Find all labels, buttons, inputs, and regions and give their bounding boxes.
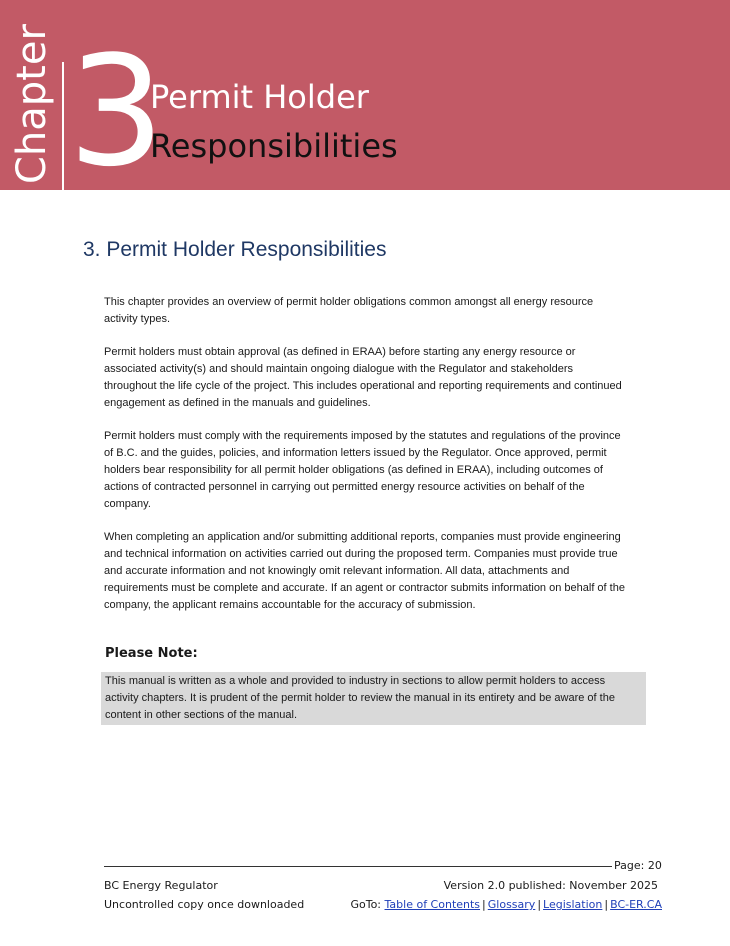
link-separator: | (537, 898, 542, 911)
link-table-of-contents[interactable]: Table of Contents (384, 898, 481, 911)
link-legislation[interactable]: Legislation (543, 898, 603, 911)
link-separator: | (604, 898, 609, 911)
chapter-label: Chapter (9, 24, 55, 184)
body-text (104, 294, 626, 630)
chapter-divider (62, 62, 64, 190)
footer-goto-links (350, 898, 662, 911)
paragraph-3: Permit holders must comply with the requirements imposed by the statutes and regulations of the province of B.C. and the guides, policies, and information letters issued by the Regulator. Once approved, permit holders bear responsibility for all permit holder obligations (as defined in ERAA), including outcomes of actions of contracted personnel in carrying out permitted energy resource activities on behalf of the company. (104, 430, 621, 510)
footer-divider (104, 866, 612, 867)
chapter-title-line1: Permit Holder (150, 78, 369, 116)
chapter-banner (0, 0, 730, 200)
link-glossary[interactable]: Glossary (487, 898, 536, 911)
paragraph-4: When completing an application and/or submitting additional reports, companies must provide engineering and technical information on activities carried out during the proposed term. Companies must provide true and accurate information and not knowingly omit relevant information. All data, attachments and requirements must be complete and accurate. If an agent or contractor submits information on behalf of the company, the applicant remains accountable for the accuracy of submission. (104, 531, 625, 611)
note-heading: Please Note: (105, 646, 198, 661)
note-box: This manual is written as a whole and provided to industry in sections to allow permit holders to access activity chapters. It is prudent of the permit holder to review the manual in its entirety and be aware of the content in other sections of the manual. (101, 672, 646, 725)
goto-label: GoTo: (350, 898, 382, 911)
footer-org: BC Energy Regulator (104, 879, 218, 892)
footer-version: Version 2.0 published: November 2025 (443, 879, 658, 892)
chapter-title-line2: Responsibilities (150, 127, 398, 165)
section-heading: 3. Permit Holder Responsibilities (83, 238, 387, 261)
link-separator: | (482, 898, 486, 911)
paragraph-2: Permit holders must obtain approval (as defined in ERAA) before starting any energy resource or associated activity(s) and should maintain ongoing dialogue with the Regulator and stakeholders throughout the life cycle of the project. This includes operational and reporting requirements and continued engagement as defined in the manuals and guidelines. (104, 346, 622, 409)
chapter-number: 3 (68, 23, 165, 200)
link-bc-er-ca[interactable]: BC-ER.CA (610, 898, 662, 911)
footer-uncontrolled: Uncontrolled copy once downloaded (104, 898, 305, 911)
paragraph-1: This chapter provides an overview of permit holder obligations common amongst all energy resource activity types. (104, 296, 594, 325)
page-number: Page: 20 (614, 859, 662, 872)
